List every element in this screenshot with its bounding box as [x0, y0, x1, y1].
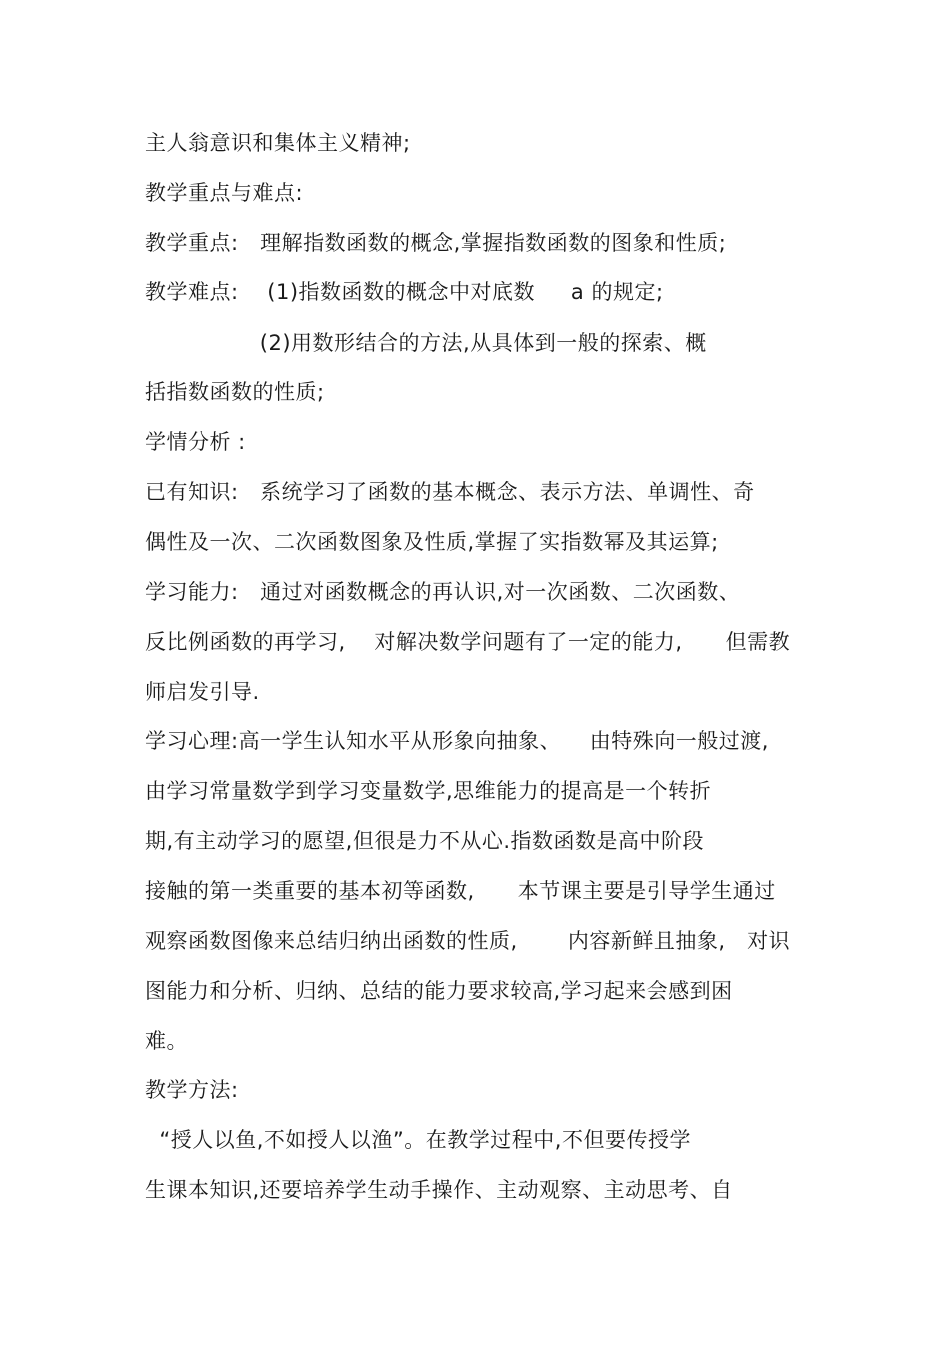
text-line: 师启发引导.: [145, 680, 260, 704]
text-line: 观察函数图像来总结归纳出函数的性质, 内容新鲜且抽象, 对识: [145, 929, 791, 953]
text-line: 偶性及一次、二次函数图象及性质,掌握了实指数幂及其运算;: [145, 530, 719, 554]
text-line: 学习能力: 通过对函数概念的再认识,对一次函数、二次函数、: [145, 580, 741, 604]
text-line: 括指数函数的性质;: [145, 380, 325, 404]
text-line: 生课本知识,还要培养学生动手操作、主动观察、主动思考、自: [145, 1178, 733, 1202]
text-line: 教学重点: 理解指数函数的概念,掌握指数函数的图象和性质;: [145, 231, 727, 255]
text-line: 教学方法:: [145, 1078, 239, 1102]
text-line: 难。: [145, 1029, 188, 1053]
text-line: 图能力和分析、归纳、总结的能力要求较高,学习起来会感到困: [145, 979, 733, 1003]
text-line: (2)用数形结合的方法,从具体到一般的探索、概: [145, 331, 707, 355]
text-line: 教学重点与难点:: [145, 181, 304, 205]
text-line: 学情分析 :: [145, 430, 246, 454]
text-line: 反比例函数的再学习, 对解决数学问题有了一定的能力, 但需教: [145, 630, 791, 654]
text-line: 教学难点: (1)指数函数的概念中对底数 a 的规定;: [145, 280, 664, 304]
text-line: 学习心理:高一学生认知水平从形象向抽象、 由特殊向一般过渡,: [145, 729, 769, 753]
text-line: “授人以鱼,不如授人以渔”。在教学过程中,不但要传授学: [145, 1128, 691, 1152]
text-line: 接触的第一类重要的基本初等函数, 本节课主要是引导学生通过: [145, 879, 776, 903]
text-line: 主人翁意识和集体主义精神;: [145, 131, 411, 155]
text-line: 由学习常量数学到学习变量数学,思维能力的提高是一个转折: [145, 779, 712, 803]
text-line: 已有知识: 系统学习了函数的基本概念、表示方法、单调性、奇: [145, 480, 755, 504]
text-line: 期,有主动学习的愿望,但很是力不从心.指数函数是高中阶段: [145, 829, 705, 853]
